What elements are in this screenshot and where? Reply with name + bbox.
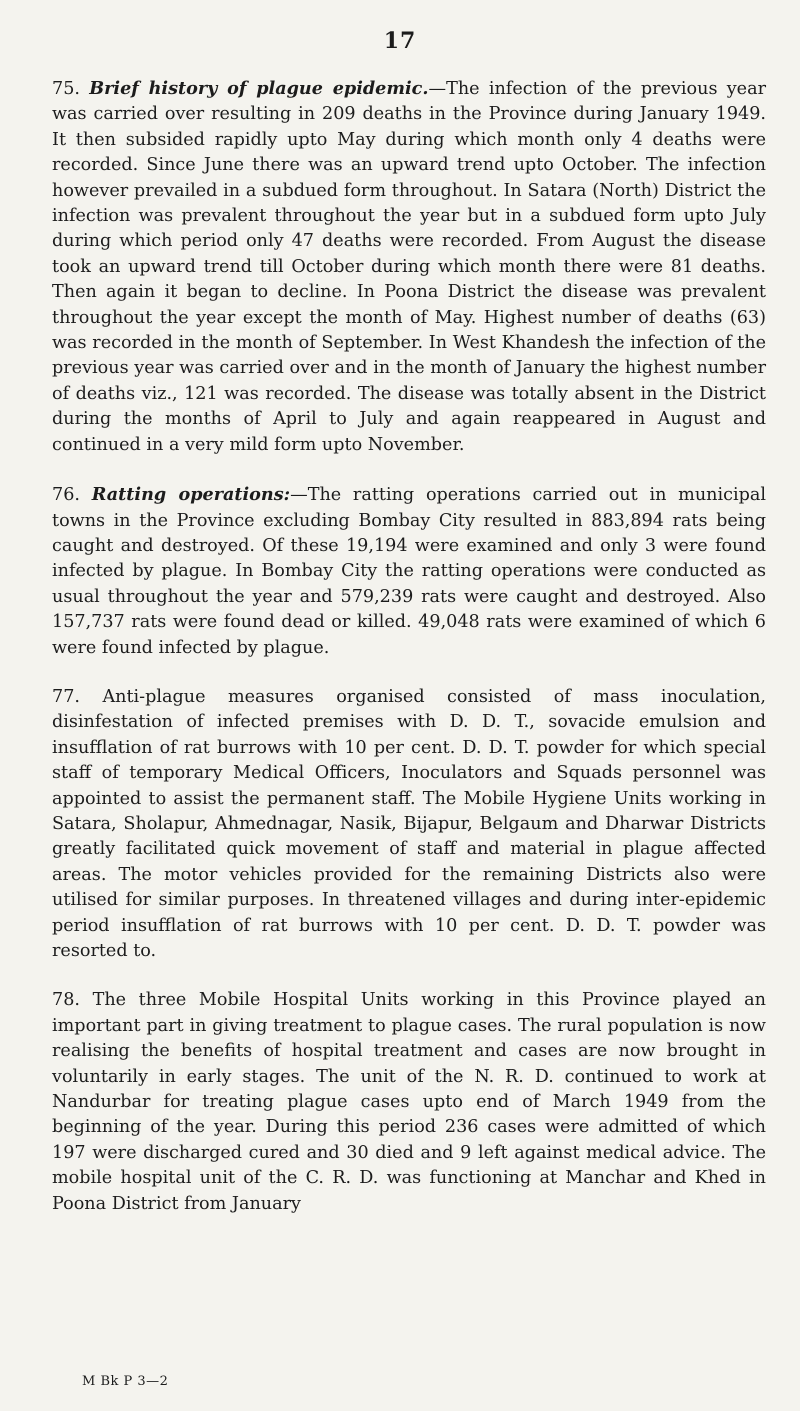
printer-footer-mark: M Bk P 3—2: [82, 1374, 169, 1389]
paragraph-text: Anti-plague measures organised consisted of mass inoculation, disinfestation of infected premises with D. D. T., sovacide emulsion and insufflation of rat burrows with 10 per cent. D. D. T. powder for which special staff of temporary Medical Officers, Inoculators and Squads personnel was appointed to assist the permanent staff. The Mobile Hygiene Units working in Satara, Sholapur, Ahmednagar, Nasik, Bijapur, Belgaum and Dharwar Districts greatly facilitated quick movement of staff and material in plague affected areas. The motor vehicles provided for the remaining Districts also were utilised for similar purposes. In threatened villages and during inter-epidemic period insufflation of rat burrows with 10 per cent. D. D. T. powder was resorted to.: [52, 686, 766, 961]
paragraph-number: 77.: [52, 686, 80, 707]
paragraph-75: [52, 76, 766, 458]
paragraph-number: 75.: [52, 79, 80, 99]
page-number: 17: [383, 28, 417, 54]
paragraph-number: 76.: [52, 485, 80, 506]
paragraph-text: The three Mobile Hospital Units working in this Province played an important part in giving treatment to plague cases. The rural population is now realising the benefits of hospital treatment and cases are now brought in voluntarily in early stages. The unit of the N. R. D. continued to work at Nandurbar for treating plague cases upto end of March 1949 from the beginning of the year. During this period 236 cases were admitted of which 197 were discharged cured and 30 died and 9 left against medical advice. The mobile hospital unit of the C. R. D. was functioning at Manchar and Khed in Poona District from January: [52, 990, 766, 1214]
paragraph-text: —The infection of the previous year was carried over resulting in 209 deaths in the Province during January 1949. It then subsided rapidly upto May during which month only 4 deaths were recorded. Since June there was an upward trend upto October. The infection however prevailed in a subdued form throughout. In Satara (North) District the infection was prevalent throughout the year but in a subdued form upto July during which period only 47 deaths were recorded. From August the disease took an upward trend till October during which month there were 81 deaths. Then again it began to decline. In Poona District the disease was prevalent throughout the year except the month of May. Highest number of deaths (63) was recorded in the month of September. In West Khandesh the infection of the previous year was carried over and in the month of January the highest number of deaths viz., 121 was recorded. The disease was totally absent in the District during the months of April to July and again reappeared in August and continued in a very mild form upto November.: [52, 79, 766, 455]
paragraph-76: [52, 482, 766, 661]
body-text: [52, 76, 766, 1241]
paragraph-77: [52, 685, 766, 964]
paragraph-78: [52, 988, 766, 1217]
paragraph-text: —The ratting operations carried out in municipal towns in the Province excluding Bombay City resulted in 883,894 rats being caught and destroyed. Of these 19,194 were examined and only 3 were found infected by plague. In Bombay City the ratting operations were conducted as usual throughout the year and 579,239 rats were caught and destroyed. Also 157,737 rats were found dead or killed. 49,048 rats were examined of which 6 were found infected by plague.: [52, 485, 766, 658]
paragraph-heading: Ratting operations:: [91, 484, 291, 506]
paragraph-heading: Brief history of plague epidemic.: [89, 78, 429, 99]
paragraph-number: 78.: [52, 990, 80, 1011]
